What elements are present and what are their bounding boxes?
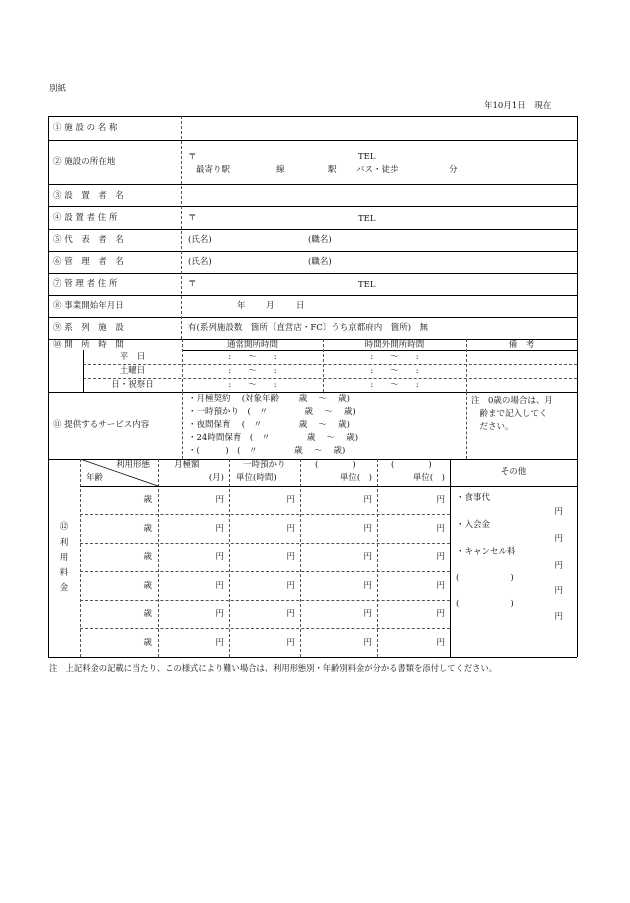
hours-day-weekday: 平 日	[119, 352, 146, 362]
manager-address-label: ⑦ 管 理 者 住 所	[53, 279, 118, 289]
services-note-line: 齢まで記入してく	[471, 409, 548, 419]
address-minutes: 分	[449, 165, 458, 175]
other-item-label: ・食事代	[456, 493, 491, 503]
founder-label: ③ 設 置 者 名	[53, 191, 124, 201]
time-extra-saturday: : 〜 :	[370, 366, 419, 376]
yen-unit: 円	[286, 609, 295, 619]
yen-unit: 円	[436, 609, 445, 619]
col-header-monthly-2: (月)	[208, 473, 224, 483]
age-unit: 歳	[143, 524, 152, 534]
fees-label-char: 料	[59, 568, 69, 578]
yen-unit: 円	[436, 581, 445, 591]
time-regular-saturday: : 〜 :	[228, 366, 277, 376]
other-item-label: ・キャンセル料	[456, 547, 516, 557]
address-line: 線	[276, 165, 285, 175]
address-postal: 〒	[188, 152, 197, 162]
start-date-label: ⑧ 事業開始年月日	[53, 301, 124, 311]
fees-label-char: ⑫	[59, 522, 69, 532]
hours-day-holiday: 日・祝祭日	[111, 380, 154, 390]
yen-unit: 円	[363, 581, 372, 591]
yen-unit: 円	[363, 495, 372, 505]
affiliates-label: ⑨ 系 列 施 設	[53, 323, 124, 333]
yen-unit: 円	[215, 524, 224, 534]
address-eki: 駅	[328, 165, 337, 175]
fees-label-char: 利	[59, 538, 69, 548]
other-item-label: ・入会金	[456, 520, 491, 530]
col-header-c4-1: ( )	[391, 460, 432, 470]
yen-unit: 円	[436, 638, 445, 648]
hours-label: ⑩ 開 所 時 間	[53, 340, 124, 350]
yen-unit: 円	[215, 609, 224, 619]
yen-unit: 円	[436, 524, 445, 534]
fees-label-char: 金	[59, 583, 69, 593]
services-note-line: 注 0歳の場合は、月	[471, 396, 553, 406]
yen-unit: 円	[363, 638, 372, 648]
services-note-line: ださい。	[471, 422, 514, 432]
yen-unit: 円	[286, 552, 295, 562]
hours-regular-header: 通常開所時間	[226, 340, 278, 350]
start-day: 日	[296, 301, 305, 311]
time-extra-weekday: : 〜 :	[370, 352, 419, 362]
yen-unit: 円	[215, 638, 224, 648]
time-regular-holiday: : 〜 :	[228, 380, 277, 390]
yen-unit: 円	[363, 552, 372, 562]
other-header: その他	[500, 467, 527, 477]
other-item-unit: 円	[554, 612, 563, 622]
yen-unit: 円	[286, 524, 295, 534]
yen-unit: 円	[286, 638, 295, 648]
representative-label: ⑤ 代 表 者 名	[53, 235, 124, 245]
corner-age-label: 年齢	[86, 473, 104, 483]
yen-unit: 円	[215, 552, 224, 562]
yen-unit: 円	[436, 552, 445, 562]
yen-unit: 円	[215, 495, 224, 505]
other-item-label: ( )	[456, 599, 514, 609]
age-unit: 歳	[143, 609, 152, 619]
other-item-unit: 円	[554, 561, 563, 571]
other-item-unit: 円	[554, 534, 563, 544]
age-unit: 歳	[143, 581, 152, 591]
age-unit: 歳	[143, 552, 152, 562]
founder-postal: 〒	[188, 213, 197, 223]
service-line: ・( ) ( 〃 歳 〜 歳)	[188, 446, 346, 456]
manager-label: ⑥ 管 理 者 名	[53, 257, 124, 267]
facility-address-label: ② 施設の所在地	[53, 157, 116, 167]
yen-unit: 円	[363, 524, 372, 534]
hours-day-saturday: 土曜日	[119, 366, 146, 376]
other-item-label: ( )	[456, 573, 514, 583]
founder-address-label: ④ 設 置 者 住 所	[53, 213, 118, 223]
yen-unit: 円	[215, 581, 224, 591]
col-header-c3-1: ( )	[315, 460, 356, 470]
age-unit: 歳	[143, 495, 152, 505]
address-bus: バス・徒歩	[356, 165, 399, 175]
yen-unit: 円	[286, 495, 295, 505]
rep-name: (氏名)	[188, 235, 212, 245]
rep-title: (職名)	[308, 235, 332, 245]
col-header-c4-2: 単位( )	[412, 473, 445, 483]
start-year: 年	[237, 301, 246, 311]
start-month: 月	[266, 301, 275, 311]
mgr-name: (氏名)	[188, 257, 212, 267]
date-label: 年10月1日 現在	[484, 101, 552, 111]
footer-note: 注 上記料金の記載に当たり、この様式により難い場合は、利用形態別・年齢別料金が分かる書類を添付してください。	[49, 663, 498, 673]
service-line: ・一時預かり ( 〃 歳 〜 歳)	[188, 407, 356, 417]
fees-label-char: 用	[59, 553, 69, 563]
hours-remarks-header: 備 考	[508, 340, 535, 350]
time-extra-holiday: : 〜 :	[370, 380, 419, 390]
service-line: ・月極契約 (対象年齢 歳 〜 歳)	[188, 394, 350, 404]
time-regular-weekday: : 〜 :	[228, 352, 277, 362]
mgr-title: (職名)	[308, 257, 332, 267]
service-line: ・夜間保育 ( 〃 歳 〜 歳)	[188, 420, 350, 430]
yen-unit: 円	[286, 581, 295, 591]
founder-tel: TEL	[358, 214, 376, 224]
yen-unit: 円	[436, 495, 445, 505]
address-tel: TEL	[358, 152, 376, 162]
yen-unit: 円	[363, 609, 372, 619]
address-station: 最寄り駅	[196, 165, 231, 175]
affiliates-value: 有(系列施設数 箇所〔直営店・FC〕うち京都府内 箇所) 無	[188, 323, 429, 333]
other-item-unit: 円	[554, 507, 563, 517]
attachment-label: 別紙	[49, 84, 67, 94]
col-header-temp-2: 単位(時間)	[236, 473, 277, 483]
services-label: ⑪ 提供するサービス内容	[53, 420, 150, 430]
facility-name-label: ① 施 設 の 名 称	[53, 123, 118, 133]
col-header-temp-1: 一時預かり	[243, 460, 286, 470]
col-header-monthly-1: 月極額	[174, 460, 200, 470]
hours-extra-header: 時間外開所時間	[364, 340, 425, 350]
corner-type-label: 利用形態	[116, 460, 151, 470]
manager-postal: 〒	[188, 279, 197, 289]
manager-tel: TEL	[358, 280, 376, 290]
service-line: ・24時間保育 ( 〃 歳 〜 歳)	[188, 433, 359, 443]
other-item-unit: 円	[554, 586, 563, 596]
age-unit: 歳	[143, 638, 152, 648]
col-header-c3-2: 単位( )	[339, 473, 372, 483]
